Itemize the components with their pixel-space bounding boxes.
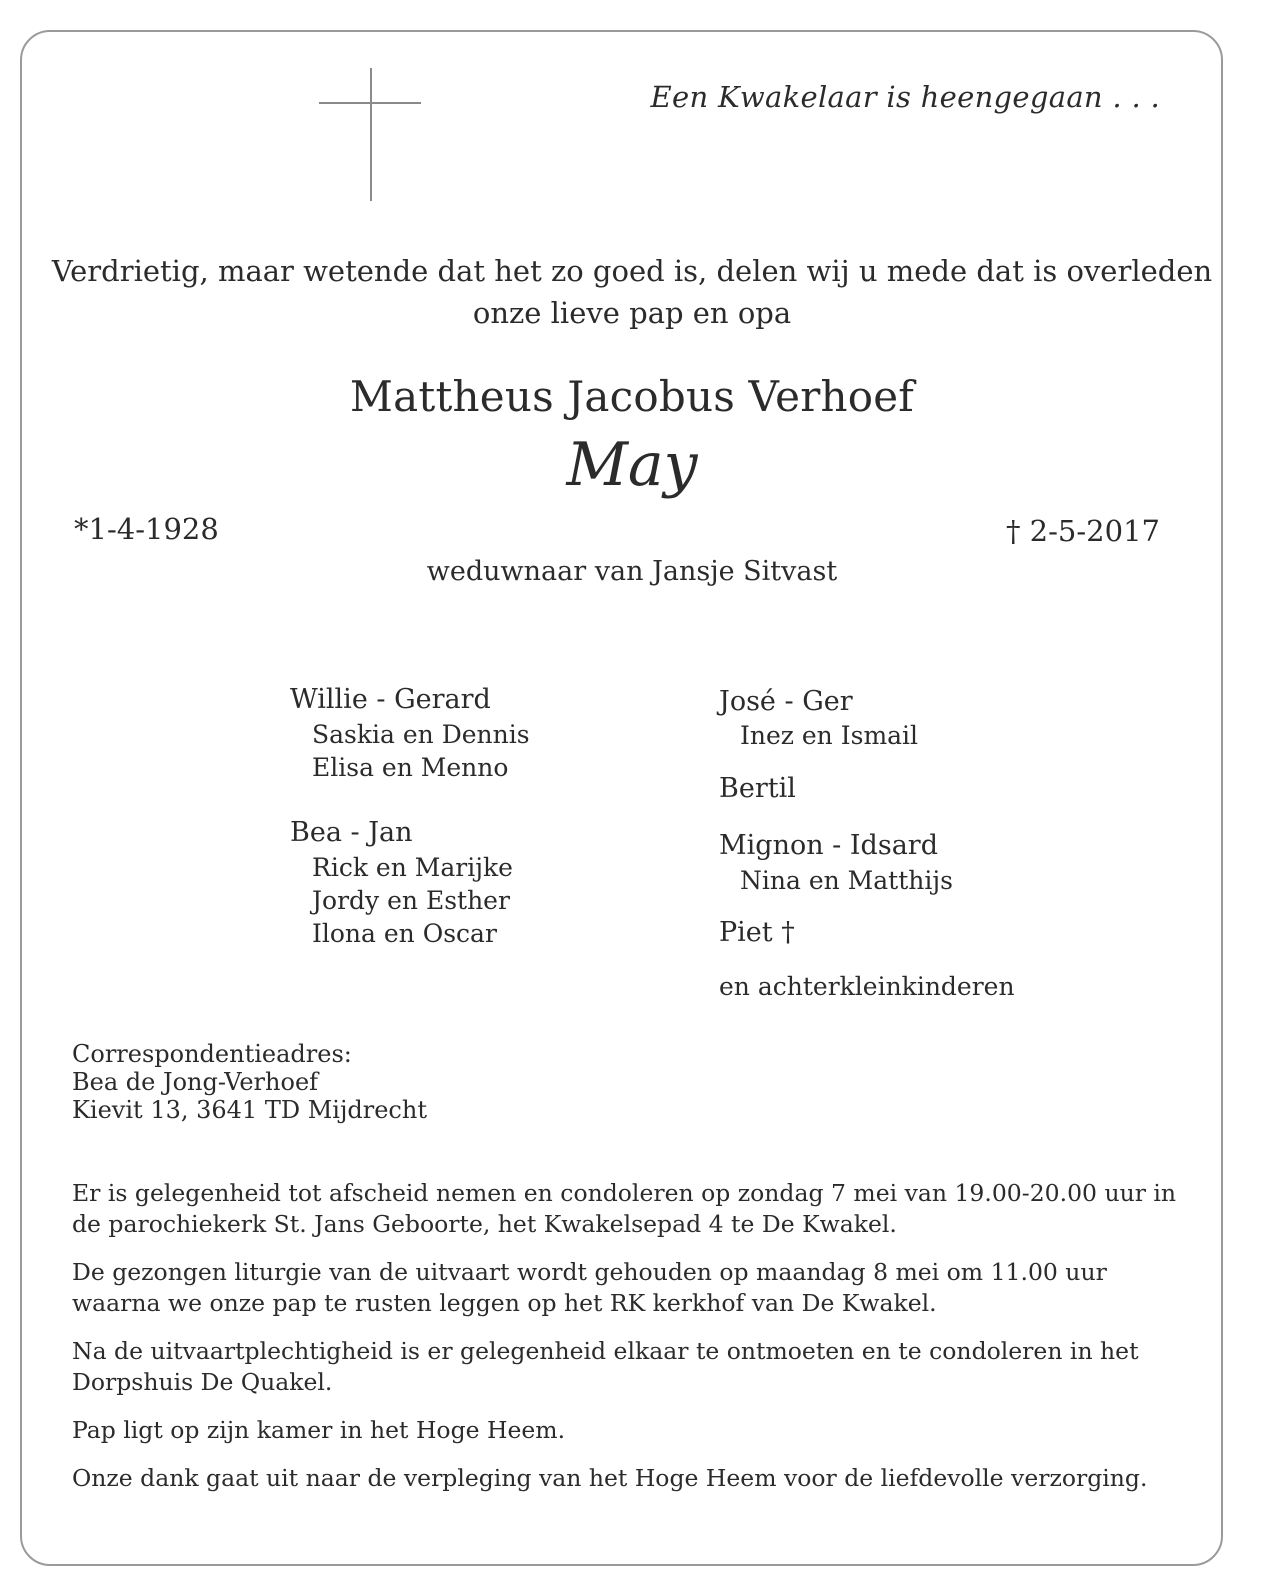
- family-member: Bertil: [719, 773, 796, 804]
- grandchildren: Jordy en Esther: [312, 886, 510, 915]
- paragraph-location: Pap ligt op zijn kamer in het Hoge Heem.: [72, 1416, 566, 1444]
- family-couple: José - Ger: [719, 686, 853, 717]
- tagline: Een Kwakelaar is heengegaan . . .: [650, 80, 1160, 114]
- grandchildren: Ilona en Oscar: [312, 919, 497, 948]
- intro-line-1: Verdrietig, maar wetende dat het zo goed is, delen wij u mede dat is overleden: [51, 254, 1213, 288]
- correspondence-name: Bea de Jong-Verhoef: [72, 1068, 319, 1096]
- grandchildren: Saskia en Dennis: [312, 720, 530, 749]
- grandchildren: Elisa en Menno: [312, 753, 509, 782]
- cross-vertical: [370, 68, 372, 201]
- grandchildren: Nina en Matthijs: [740, 866, 953, 895]
- paragraph-gathering: Na de uitvaartplechtigheid is er gelegenheid elkaar te ontmoeten en te condoleren in het Dorpshuis De Quakel.: [72, 1337, 1139, 1396]
- paragraph-viewing: Er is gelegenheid tot afscheid nemen en condoleren op zondag 7 mei van 19.00-20.00 uur in de parochiekerk St. Jans Geboorte, het Kwakelsepad 4 te De Kwakel.: [72, 1179, 1177, 1238]
- paragraph-thanks: Onze dank gaat uit naar de verpleging van het Hoge Heem voor de liefdevolle verzorging.: [72, 1464, 1148, 1492]
- deceased-name: Mattheus Jacobus Verhoef: [349, 372, 915, 421]
- death-date: † 2-5-2017: [1005, 514, 1160, 548]
- deceased-nickname: May: [566, 430, 698, 500]
- great-grandchildren: en achterkleinkinderen: [719, 972, 1015, 1001]
- intro-line-2: onze lieve pap en opa: [472, 296, 792, 330]
- correspondence-street: Kievit 13, 3641 TD Mijdrecht: [72, 1096, 427, 1124]
- grandchildren: Inez en Ismail: [740, 721, 919, 750]
- cross-horizontal: [319, 102, 421, 104]
- family-couple: Willie - Gerard: [290, 684, 491, 715]
- widower-line: weduwnaar van Jansje Sitvast: [426, 556, 838, 587]
- correspondence-label: Correspondentieadres:: [72, 1040, 352, 1068]
- family-member-deceased: Piet †: [719, 917, 795, 948]
- family-couple: Bea - Jan: [290, 817, 413, 848]
- birth-date: *1-4-1928: [74, 512, 219, 546]
- grandchildren: Rick en Marijke: [312, 853, 513, 882]
- family-couple: Mignon - Idsard: [719, 830, 938, 861]
- paragraph-funeral: De gezongen liturgie van de uitvaart wordt gehouden op maandag 8 mei om 11.00 uur waarna we onze pap te rusten leggen op het RK kerkhof van De Kwakel.: [72, 1258, 1107, 1317]
